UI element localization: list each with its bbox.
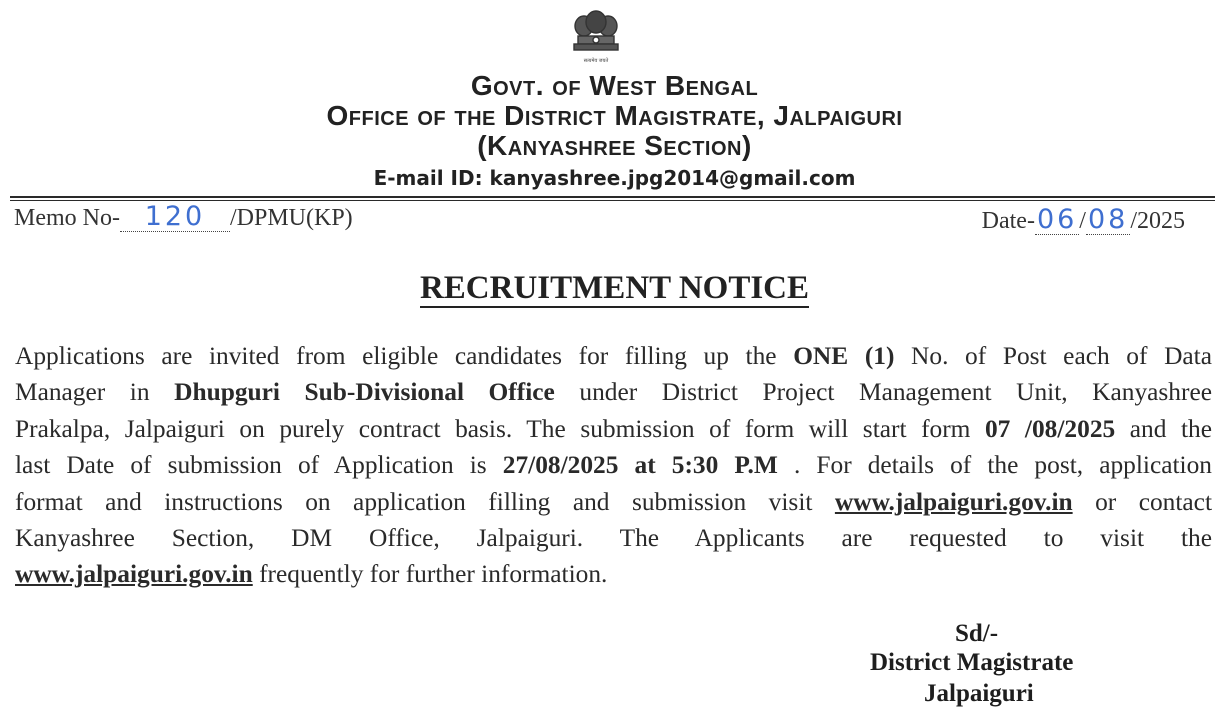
signature-sd: Sd/-	[955, 620, 999, 647]
notice-title: RECRUITMENT NOTICE	[419, 270, 810, 306]
signature-designation: District Magistrate	[870, 649, 1074, 676]
signature-place: Jalpaiguri	[924, 680, 1034, 707]
header-office: Office of the District Magistrate, Jalpaiguri	[326, 100, 903, 131]
date-handwritten-day: 06	[1036, 204, 1078, 235]
memo-number: Memo No- 120 /DPMU(KP)	[14, 201, 353, 232]
header-section: (Kanyashree Section)	[477, 130, 752, 161]
header-email: E-mail ID: kanyashree.jpg2014@gmail.com	[373, 166, 856, 190]
body-line: last Date of submission of Application is 27/08/2025 at 5:30 P.M . For details of the post, application	[15, 451, 1212, 480]
state-emblem	[564, 8, 628, 66]
body-line: Applications are invited from eligible candidates for filling up the ONE (1) No. of Post each of Data	[15, 342, 1213, 370]
body-line: format and instructions on application filling and submission visit www.jalpaiguri.gov.in or contact	[15, 487, 1212, 516]
website-link[interactable]: www.jalpaiguri.gov.in	[834, 487, 1073, 516]
date-handwritten-month: 08	[1087, 204, 1129, 235]
emblem-caption: सत्यमेव जयते	[583, 58, 609, 64]
website-link-2[interactable]: www.jalpaiguri.gov.in	[15, 560, 253, 589]
memo-date: Date-06/08/2025	[981, 204, 1185, 235]
header-divider	[10, 196, 1215, 198]
body-line: Manager in Dhupguri Sub-Divisional Office under District Project Management Unit, Kanyashree	[15, 378, 1212, 407]
notice-body	[15, 338, 1212, 593]
header-govt: Govt. of West Bengal	[470, 70, 759, 101]
body-line: Kanyashree Section, DM Office, Jalpaiguri. The Applicants are requested to visit the	[15, 523, 1212, 552]
body-line: www.jalpaiguri.gov.in frequently for further information.	[15, 560, 608, 589]
body-line: Prakalpa, Jalpaiguri on purely contract basis. The submission of form will start form 07 /08/2025 and the	[15, 414, 1212, 443]
memo-handwritten-number: 120	[144, 201, 206, 232]
